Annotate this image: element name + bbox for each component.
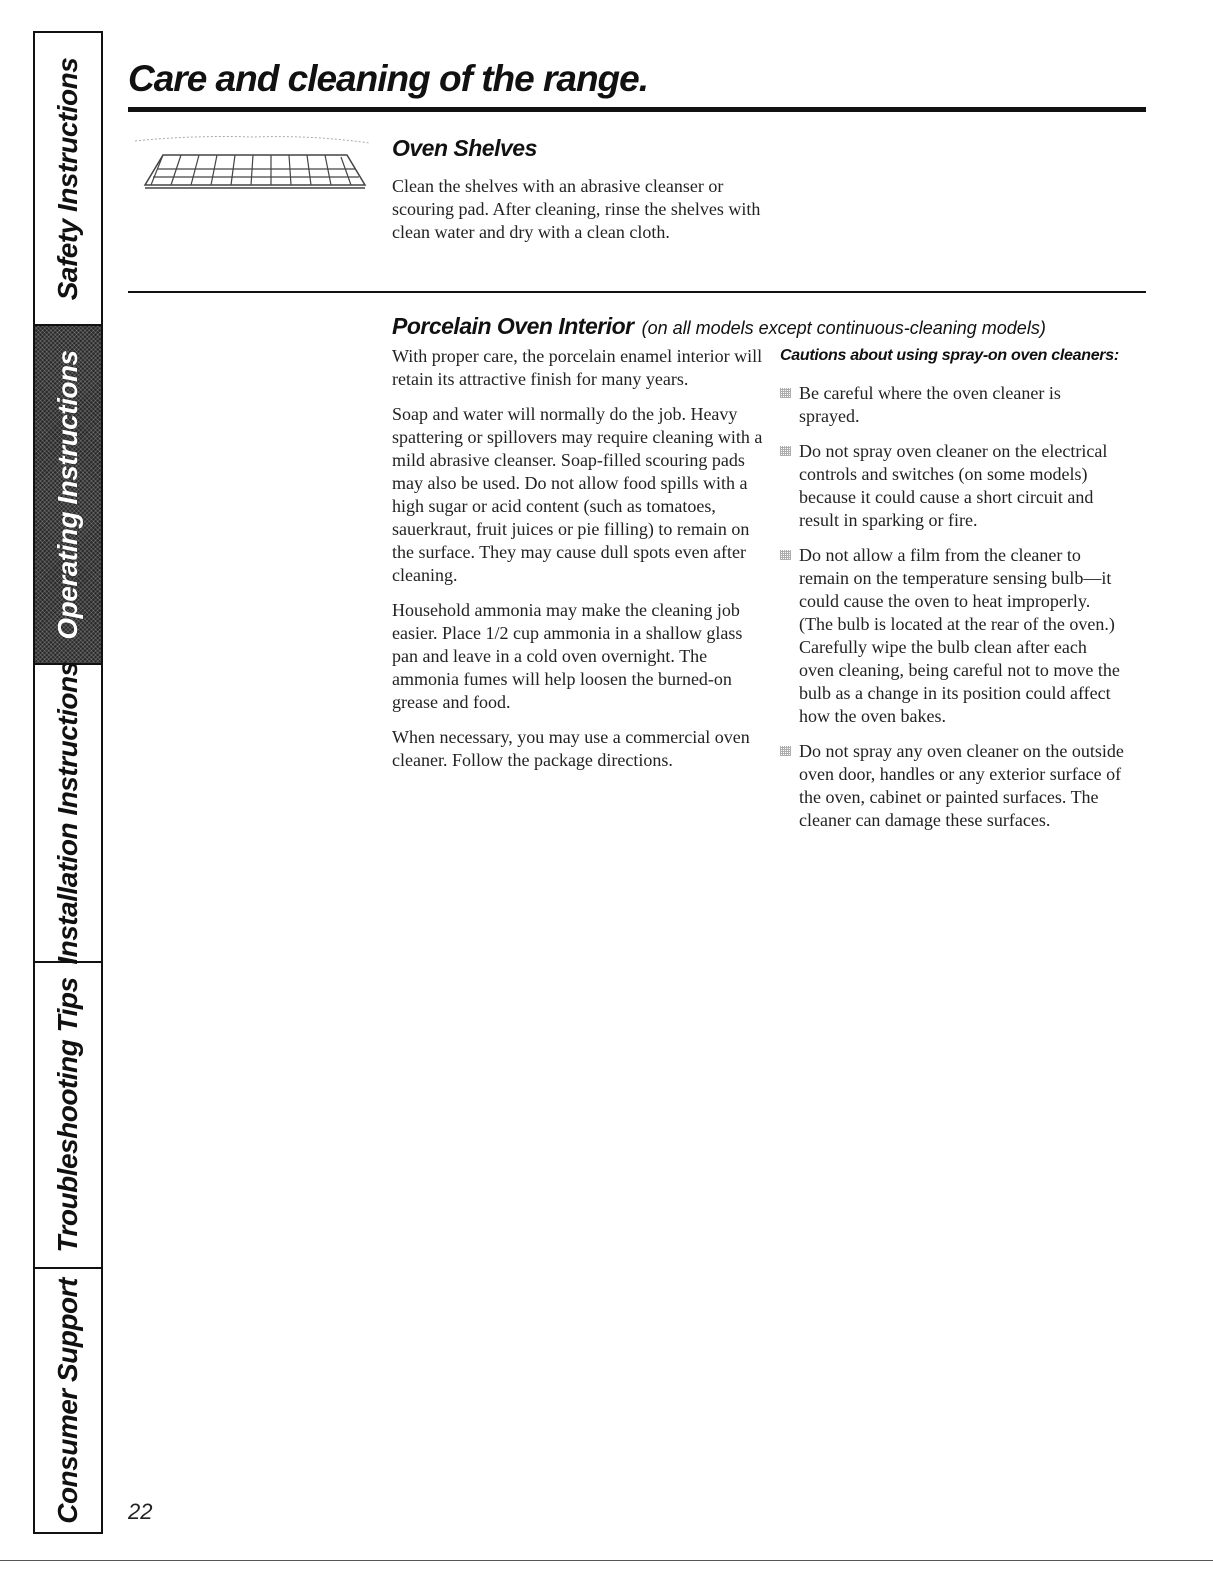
- porcelain-body: [392, 345, 767, 784]
- caution-text: Do not spray any oven cleaner on the outside oven door, handles or any exterior surface of the oven, cabinet or painted surfaces. The cleaner can damage these surfaces.: [799, 741, 1124, 830]
- oven-shelves-text: Clean the shelves with an abrasive cleanser or scouring pad. After cleaning, rinse the shelves with clean water and dry with a clean cloth.: [392, 176, 761, 242]
- cautions-heading: Cautions about using spray-on oven cleaners:: [780, 347, 1119, 364]
- cautions-list: [780, 382, 1125, 844]
- oven-shelves-heading: Oven Shelves: [392, 135, 537, 161]
- tab-label: Installation Instructions: [52, 661, 83, 965]
- caution-item: [780, 544, 1125, 728]
- page-title: Care and cleaning of the range.: [128, 58, 649, 99]
- bullet-icon: [780, 446, 791, 456]
- tab-installation-instructions[interactable]: [35, 661, 101, 965]
- caution-item: [780, 382, 1125, 428]
- porcelain-subheading: (on all models except continuous-cleaning models): [641, 318, 1046, 338]
- bullet-icon: [780, 550, 791, 560]
- porcelain-paragraph: When necessary, you may use a commercial oven cleaner. Follow the package directions.: [392, 727, 750, 770]
- section-tab-strip: [33, 31, 103, 1534]
- page-bottom-rule: [0, 1560, 1213, 1561]
- tab-label: Troubleshooting Tips: [52, 977, 83, 1253]
- porcelain-paragraph: With proper care, the porcelain enamel interior will retain its attractive finish for many years.: [392, 346, 763, 389]
- tab-label: Consumer Support: [52, 1277, 83, 1524]
- page-number: 22: [128, 1499, 153, 1524]
- caution-item: [780, 440, 1125, 532]
- caution-text: Do not spray oven cleaner on the electrical controls and switches (on some models) because it could cause a short circuit and result in sparking or fire.: [799, 441, 1108, 530]
- porcelain-heading-title: Porcelain Oven Interior: [392, 313, 634, 339]
- tab-consumer-support[interactable]: [35, 1269, 101, 1532]
- caution-text: Do not allow a film from the cleaner to remain on the temperature sensing bulb—it could cause the oven to heat improperly. (The bulb is located at the rear of the oven.) Carefully wipe the bulb clean after each oven cleaning, being careful not to move the bulb as a change in its position could affect how the oven bakes.: [799, 545, 1120, 726]
- title-divider: [128, 107, 1146, 112]
- bullet-icon: [780, 388, 791, 398]
- caution-text: Be careful where the oven cleaner is sprayed.: [799, 383, 1061, 426]
- oven-shelf-illustration: [133, 133, 373, 193]
- tab-label: Operating Instructions: [52, 349, 83, 640]
- porcelain-paragraph: Household ammonia may make the cleaning job easier. Place 1/2 cup ammonia in a shallow glass pan and leave in a cold oven overnight. The ammonia fumes will help loosen the burned-on grease and food.: [392, 600, 743, 712]
- porcelain-heading: [392, 313, 1046, 340]
- tab-label: Safety Instructions: [52, 57, 83, 300]
- tab-troubleshooting-tips[interactable]: [35, 963, 101, 1269]
- porcelain-paragraph: Soap and water will normally do the job. Heavy spattering or spillovers may require cleaning with a mild abrasive cleanser. Soap-filled scouring pads may also be used. Do not allow food spills with a high sugar or acid content (such as tomatoes, sauerkraut, fruit juices or pie filling) to remain on the surface. They may cause dull spots even after cleaning.: [392, 404, 763, 585]
- bullet-icon: [780, 746, 791, 756]
- tab-safety-instructions[interactable]: [35, 33, 101, 326]
- tab-operating-instructions[interactable]: [35, 326, 101, 665]
- caution-item: [780, 740, 1125, 832]
- section-divider: [128, 291, 1146, 293]
